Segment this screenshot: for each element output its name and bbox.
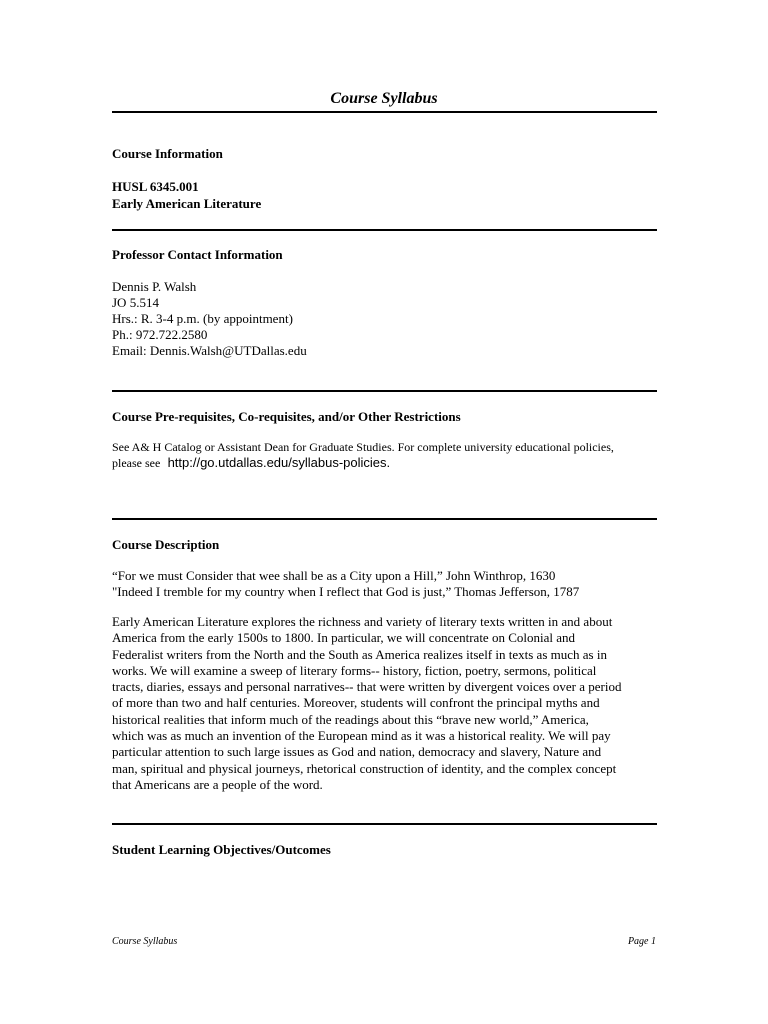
- objectives-heading: Student Learning Objectives/Outcomes: [112, 842, 331, 857]
- description-line: of more than two and half centuries. Moreover, students will confront the principal myths and: [112, 695, 600, 711]
- section-rule-3: [112, 518, 657, 520]
- description-line: America from the early 1500s to 1800. In particular, we will concentrate on Colonial and: [112, 630, 575, 646]
- description-line: man, spiritual and physical journeys, rhetorical construction of identity, and the complex concept: [112, 760, 617, 776]
- link-period: .: [386, 455, 391, 470]
- page-number: Page 1: [627, 936, 656, 947]
- description-line: Early American Literature explores the richness and variety of literary texts written in and about: [112, 614, 613, 629]
- course-info-heading: Course Information: [112, 146, 223, 161]
- description-line: particular attention to such large issues as God and nation, democracy and slavery, Nature and: [112, 744, 602, 760]
- prereq-link-prefix: please see: [112, 456, 161, 470]
- policies-link[interactable]: http://go.utdallas.edu/syllabus-policies: [167, 455, 387, 470]
- title-rule: [112, 111, 657, 113]
- jefferson-quote: "Indeed I tremble for my country when I reflect that God is just,” Thomas Jefferson, 1787: [112, 584, 580, 599]
- description-heading: Course Description: [112, 537, 220, 552]
- office-hours: Hrs.: R. 3-4 p.m. (by appointment): [112, 311, 293, 326]
- email-address: Email: Dennis.Walsh@UTDallas.edu: [112, 343, 307, 358]
- course-name: Early American Literature: [112, 196, 262, 211]
- page-title: Course Syllabus: [330, 90, 438, 107]
- phone-number: Ph.: 972.722.2580: [112, 327, 208, 342]
- course-code: HUSL 6345.001: [112, 179, 199, 194]
- description-line: tracts, diaries, essays and personal narratives-- that were written by divergent voices over a period: [112, 679, 622, 695]
- description-line: which was as much an invention of the European mind as it was a historical reality. We will pay: [112, 728, 611, 744]
- section-rule-1: [112, 229, 657, 231]
- prereq-heading: Course Pre-requisites, Co-requisites, and/or Other Restrictions: [112, 409, 461, 424]
- prereq-link-line: [112, 455, 390, 471]
- prereq-text: See A& H Catalog or Assistant Dean for Graduate Studies. For complete university educational policies,: [112, 440, 614, 454]
- description-line: Federalist writers from the North and the South as America realizes itself in texts as much as in: [112, 646, 607, 662]
- description-line: historical realities that inform much of the readings about this “brave new world,” America,: [112, 711, 589, 727]
- description-line: works. We will examine a sweep of literary forms-- history, fiction, poetry, sermons, political: [112, 662, 597, 678]
- professor-name: Dennis P. Walsh: [112, 279, 197, 294]
- description-line: that Americans are a people of the word.: [112, 776, 323, 792]
- section-rule-2: [112, 390, 657, 392]
- description-paragraph: [112, 614, 658, 793]
- section-rule-4: [112, 823, 657, 825]
- footer-label: Course Syllabus: [112, 936, 178, 947]
- office-location: JO 5.514: [112, 295, 159, 310]
- contact-heading: Professor Contact Information: [112, 247, 283, 262]
- winthrop-quote: “For we must Consider that wee shall be as a City upon a Hill,” John Winthrop, 1630: [112, 568, 556, 583]
